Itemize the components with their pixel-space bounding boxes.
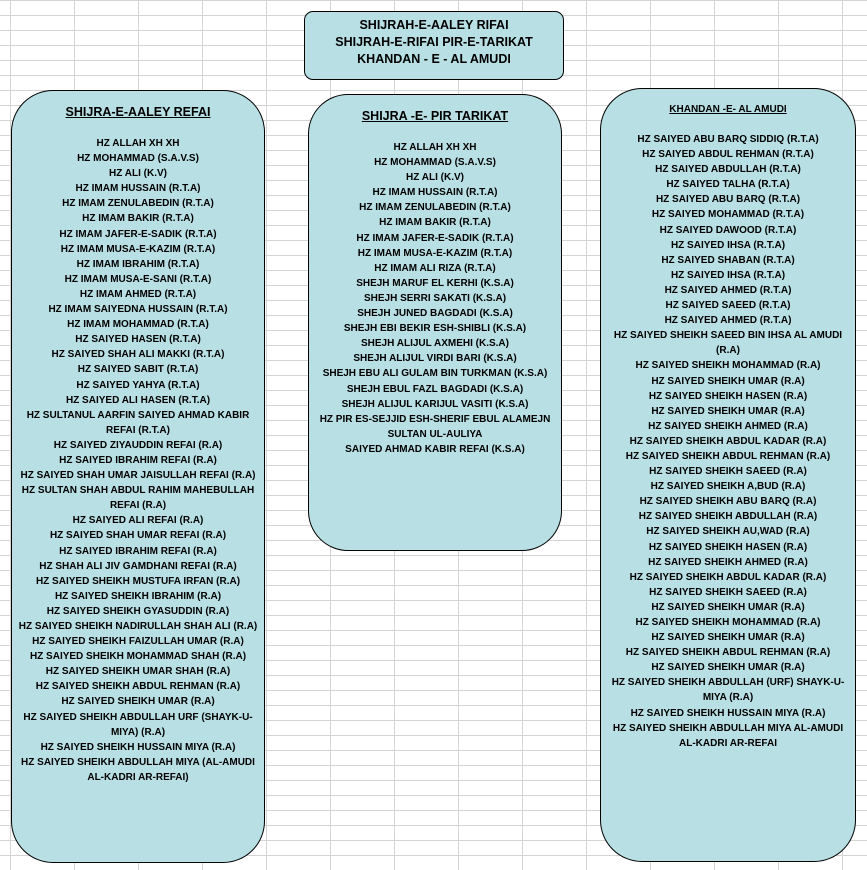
lineage-entry: HZ SAIYED AHMED (R.T.A) — [664, 284, 792, 296]
lineage-entry: HZ SAIYED MOHAMMAD (R.T.A) — [651, 209, 805, 221]
lineage-entry: HZ SAIYED SHEIKH ABDULLAH URF (SHAYK-U-MIYA) (R.A) — [23, 711, 253, 738]
lineage-entry: HZ SAIYED SHEIKH UMAR (R.A) — [651, 375, 805, 387]
lineage-entry: HZ SAIYED IHSA (R.T.A) — [670, 269, 786, 281]
lineage-entry: HZ SAIYED ABU BARQ (R.T.A) — [655, 194, 801, 206]
lineage-entry: HZ IMAM AHMED (R.T.A) — [79, 288, 197, 300]
lineage-entry: HZ PIR ES-SEJJID ESH-SHERIF EBUL ALAMEJN — [319, 413, 551, 425]
lineage-entry: HZ SAIYED SHEIKH FAIZULLAH UMAR (R.A) — [32, 636, 244, 648]
lineage-entry: HZ IMAM ZENULABEDIN (R.T.A) — [62, 198, 214, 210]
lineage-list — [601, 132, 855, 751]
lineage-entry: HZ SAIYED AHMED (R.T.A) — [664, 315, 792, 327]
lineage-entry: HZ IMAM HUSSAIN (R.T.A) — [372, 187, 498, 199]
lineage-entry: HZ SAIYED SHAH UMAR JAISULLAH REFAI (R.A) — [20, 470, 256, 482]
lineage-entry: HZ SAIYED SHEIKH ABDULLAH (R.A) — [638, 511, 818, 523]
lineage-entry: HZ SAIYED SHEIKH HUSSAIN MIYA (R.A) — [40, 741, 236, 753]
lineage-entry: HZ IMAM BAKIR (R.T.A) — [379, 217, 491, 229]
lineage-entry: HZ IMAM JAFER-E-SADIK (R.T.A) — [356, 232, 514, 244]
lineage-entry: SHEJH ALIJUL VIRDI BARI (K.S.A) — [353, 353, 517, 365]
lineage-entry: HZ SAIYED SHEIKH HASEN (R.A) — [648, 541, 808, 553]
lineage-entry: HZ SHAH ALI JIV GAMDHANI REFAI (R.A) — [39, 560, 237, 572]
lineage-entry: HZ SAIYED IHSA (R.T.A) — [670, 239, 786, 251]
column-heading: KHANDAN -E- AL AMUDI — [669, 104, 787, 115]
lineage-entry: HZ SAIYED SHABAN (R.T.A) — [661, 254, 795, 266]
lineage-entry: HZ ALI (K.V) — [109, 168, 167, 180]
column-heading: SHIJRA -E- PIR TARIKAT — [361, 109, 509, 123]
lineage-entry: HZ SAIYED ABU BARQ SIDDIQ (R.T.A) — [637, 134, 819, 145]
lineage-entry: HZ SAIYED SHEIKH UMAR (R.A) — [651, 601, 805, 613]
lineage-entry: HZ SAIYED SHEIKH A,BUD (R.A) — [650, 481, 806, 493]
lineage-entry: HZ SAIYED SAEED (R.T.A) — [665, 300, 791, 312]
lineage-entry: HZ SAIYED SHAH ALI MAKKI (R.T.A) — [51, 349, 225, 361]
lineage-entry: HZ SAIYED SHEIKH UMAR SHAH (R.A) — [45, 666, 231, 678]
lineage-entry: HZ SAIYED ALI REFAI (R.A) — [72, 515, 204, 527]
lineage-entry: SAIYED AHMAD KABIR REFAI (K.S.A) — [345, 443, 525, 455]
lineage-list — [309, 140, 561, 457]
lineage-entry: HZ ALLAH XH XH — [96, 138, 180, 149]
lineage-entry: HZ SULTANUL AARFIN SAIYED AHMAD KABIR REFAI (R.T.A) — [26, 409, 250, 436]
lineage-entry: HZ MOHAMMAD (S.A.V.S) — [77, 153, 199, 165]
lineage-entry: HZ SAIYED SHEIKH IBRAHIM (R.A) — [54, 590, 222, 602]
lineage-entry: HZ SAIYED SHEIKH SAEED (R.A) — [649, 466, 807, 478]
lineage-entry: HZ SAIYED SHEIKH MOHAMMAD (R.A) — [635, 360, 821, 372]
lineage-entry: HZ ALLAH XH XH — [393, 142, 477, 153]
lineage-entry: HZ SAIYED SHEIKH AHMED (R.A) — [648, 556, 808, 568]
lineage-entry: HZ IMAM HUSSAIN (R.T.A) — [75, 183, 201, 195]
lineage-entry: HZ SAIYED SHEIKH ABDULLAH MIYA AL-AMUDI AL-KADRI AR-REFAI — [612, 722, 844, 749]
column-aaley-refai — [11, 90, 265, 863]
lineage-entry: HZ SAIYED SHEIKH UMAR (R.A) — [651, 662, 805, 674]
lineage-entry: HZ SAIYED SHEIKH AU,WAD (R.A) — [646, 526, 810, 538]
column-al-amudi — [600, 88, 856, 862]
lineage-entry: HZ IMAM JAFER-E-SADIK (R.T.A) — [59, 228, 217, 240]
lineage-entry: HZ IMAM MUSA-E-KAZIM (R.T.A) — [357, 247, 513, 259]
lineage-entry: SHEJH MARUF EL KERHI (K.S.A) — [356, 277, 514, 289]
lineage-entry: HZ SAIYED SHEIKH ABDUL REHMAN (R.A) — [35, 681, 241, 693]
lineage-entry: HZ SAIYED SHEIKH MUSTUFA IRFAN (R.A) — [35, 575, 241, 587]
title-box — [304, 11, 564, 80]
lineage-entry: HZ SAIYED SHEIKH ABU BARQ (R.A) — [639, 496, 817, 508]
lineage-entry: HZ SAIYED IBRAHIM REFAI (R.A) — [59, 454, 217, 466]
lineage-entry: SHEJH EBI BEKIR ESH-SHIBLI (K.S.A) — [343, 323, 527, 335]
lineage-entry: HZ IMAM ALI RIZA (R.T.A) — [374, 262, 496, 274]
title-line-2: SHIJRAH-E-RIFAI PIR-E-TARIKAT — [335, 35, 533, 49]
lineage-entry: HZ SULTAN SHAH ABDUL RAHIM MAHEBULLAH REFAI (R.A) — [21, 485, 255, 512]
lineage-entry: HZ SAIYED ABDULLAH (R.T.A) — [655, 164, 801, 176]
lineage-entry: HZ SAIYED HASEN (R.T.A) — [75, 334, 201, 346]
lineage-entry: SHEJH EBUL FAZL BAGDADI (K.S.A) — [346, 383, 524, 395]
lineage-entry: HZ SAIYED IBRAHIM REFAI (R.A) — [59, 545, 217, 557]
lineage-entry: HZ SAIYED SHEIKH UMAR (R.A) — [651, 632, 805, 644]
lineage-entry: HZ SAIYED SHEIKH ABDULLAH (URF) SHAYK-U-MIYA (R.A) — [611, 677, 845, 704]
lineage-entry: HZ SAIYED ZIYAUDDIN REFAI (R.A) — [53, 439, 223, 451]
lineage-entry: HZ SAIYED SHEIKH UMAR (R.A) — [651, 405, 805, 417]
column-pir-tarikat — [308, 94, 562, 551]
lineage-entry: HZ SAIYED TALHA (R.T.A) — [666, 179, 790, 191]
lineage-entry: HZ ALI (K.V) — [406, 172, 464, 184]
lineage-entry: HZ IMAM BAKIR (R.T.A) — [82, 213, 194, 225]
lineage-entry: HZ SAIYED SHEIKH ABDUL REHMAN (R.A) — [625, 450, 831, 462]
lineage-entry: HZ IMAM IBRAHIM (R.T.A) — [76, 258, 200, 270]
lineage-entry: HZ SAIYED DAWOOD (R.T.A) — [659, 224, 797, 236]
lineage-entry: HZ SAIYED SHEIKH ABDUL KADAR (R.A) — [629, 571, 827, 583]
lineage-entry: SHEJH ALIJUL AXMEHI (K.S.A) — [361, 338, 509, 350]
lineage-entry: HZ IMAM MUSA-E-SANI (R.T.A) — [64, 273, 212, 285]
lineage-entry: SULTAN UL-AULIYA — [387, 428, 483, 440]
lineage-entry: HZ SAIYED SHEIKH GYASUDDIN (R.A) — [46, 605, 230, 617]
lineage-entry: HZ IMAM MUSA-E-KAZIM (R.T.A) — [60, 243, 216, 255]
lineage-entry: HZ SAIYED SHEIKH SAEED BIN IHSA AL AMUDI (R.A) — [613, 330, 843, 357]
lineage-entry: HZ SAIYED SHEIKH UMAR (R.A) — [61, 696, 215, 708]
title-line-1: SHIJRAH-E-AALEY RIFAI — [359, 18, 509, 32]
lineage-entry: HZ IMAM MOHAMMAD (R.T.A) — [67, 319, 209, 331]
lineage-entry: SHEJH EBU ALI GULAM BIN TURKMAN (K.S.A) — [322, 368, 548, 380]
lineage-entry: HZ SAIYED SHEIKH NADIRULLAH SHAH ALI (R.A) — [18, 621, 258, 632]
lineage-entry: SHEJH ALIJUL KARIJUL VASITI (K.S.A) — [341, 398, 529, 410]
lineage-entry: HZ SAIYED SHEIKH MOHAMMAD (R.A) — [635, 617, 821, 628]
lineage-entry: HZ SAIYED SHEIKH HUSSAIN MIYA (R.A) — [630, 707, 826, 719]
lineage-entry: SHEJH JUNED BAGDADI (K.S.A) — [357, 308, 513, 320]
lineage-entry: HZ MOHAMMAD (S.A.V.S) — [374, 157, 496, 169]
lineage-entry: HZ IMAM ZENULABEDIN (R.T.A) — [359, 202, 511, 214]
lineage-entry: HZ SAIYED SHAH UMAR REFAI (R.A) — [49, 530, 227, 542]
lineage-entry: HZ SAIYED ALI HASEN (R.T.A) — [65, 394, 211, 406]
lineage-entry: HZ SAIYED SHEIKH MOHAMMAD SHAH (R.A) — [29, 651, 247, 663]
title-line-3: KHANDAN - E - AL AMUDI — [357, 52, 511, 66]
column-heading: SHIJRA-E-AALEY REFAI — [65, 105, 211, 119]
lineage-entry: HZ SAIYED SHEIKH ABDUL REHMAN (R.A) — [625, 647, 831, 659]
lineage-entry: HZ SAIYED SHEIKH SAEED (R.A) — [649, 586, 807, 598]
lineage-entry: HZ SAIYED SHEIKH HASEN (R.A) — [648, 390, 808, 402]
lineage-entry: HZ SAIYED SHEIKH ABDULLAH MIYA (AL-AMUDI AL-KADRI AR-REFAI) — [21, 756, 255, 783]
lineage-entry: HZ SAIYED YAHYA (R.T.A) — [76, 379, 200, 391]
lineage-entry: HZ SAIYED SHEIKH ABDUL KADAR (R.A) — [629, 435, 827, 447]
lineage-entry: HZ SAIYED SHEIKH AHMED (R.A) — [648, 420, 808, 432]
lineage-entry: HZ IMAM SAIYEDNA HUSSAIN (R.T.A) — [48, 304, 228, 316]
lineage-entry: SHEJH SERRI SAKATI (K.S.A) — [363, 292, 507, 304]
lineage-entry: HZ SAIYED ABDUL REHMAN (R.T.A) — [642, 149, 814, 161]
lineage-list — [12, 136, 264, 785]
lineage-entry: HZ SAIYED SABIT (R.T.A) — [77, 364, 199, 376]
